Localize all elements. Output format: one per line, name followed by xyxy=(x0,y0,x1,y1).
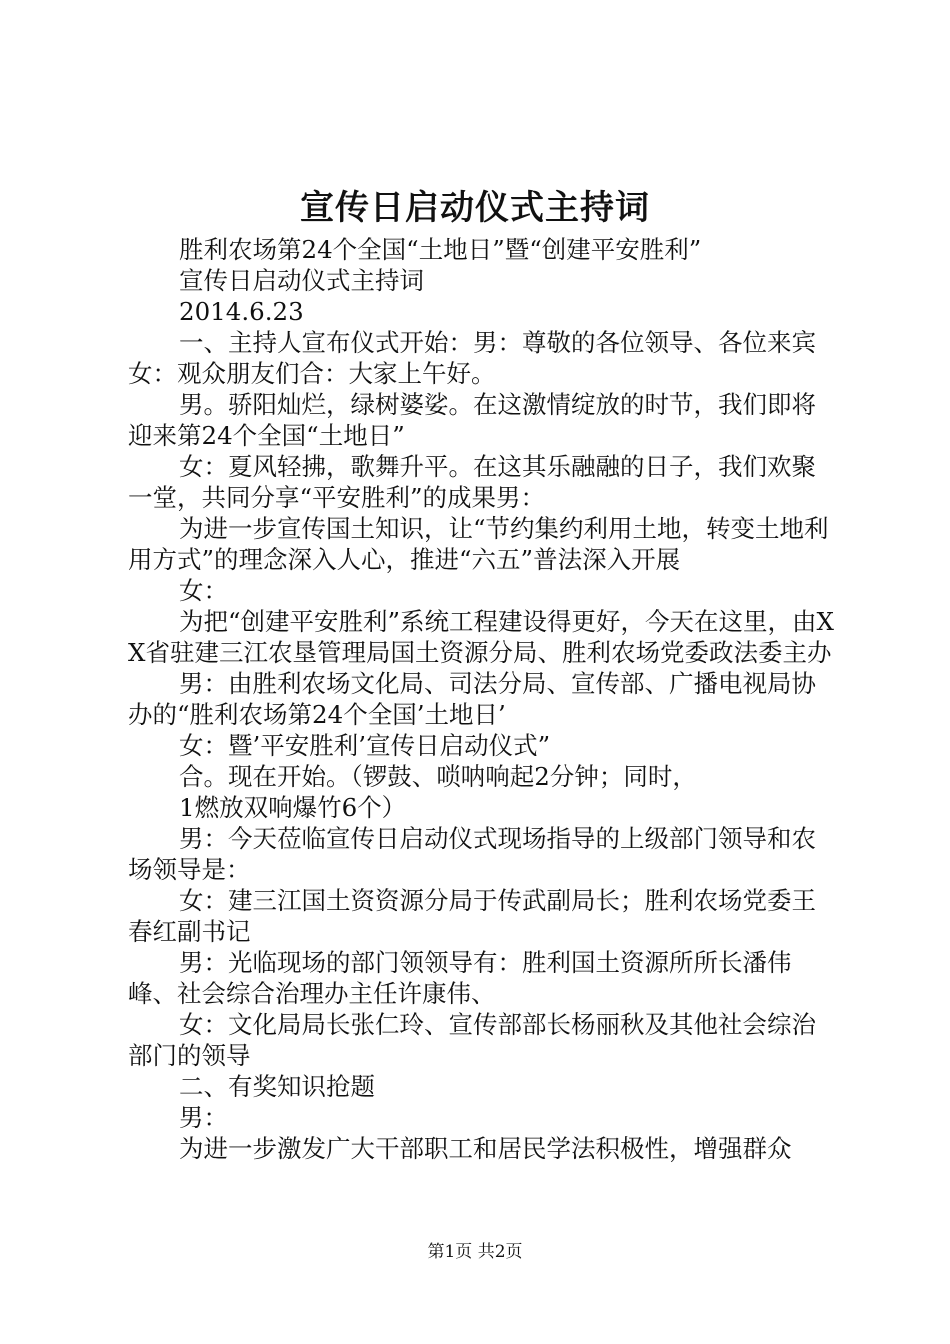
document-title: 宣传日启动仪式主持词 xyxy=(300,188,650,228)
paragraph: 一、主持人宣布仪式开始：男：尊敬的各位领导、各位来宾女：观众朋友们合：大家上午好。 xyxy=(128,328,816,388)
paragraph: 女：建三江国土资资源分局于传武副局长；胜利农场党委王春红副书记 xyxy=(128,886,816,946)
paragraph: 2014.6.23 xyxy=(179,297,304,326)
paragraph: 为进一步激发广大干部职工和居民学法积极性，增强群众 xyxy=(179,1134,792,1163)
paragraph: 男。骄阳灿烂，绿树婆娑。在这激情绽放的时节，我们即将迎来第24个全国“土地日” xyxy=(128,390,816,450)
paragraph: 宣传日启动仪式主持词 xyxy=(179,266,424,295)
paragraph: 合。现在开始。（锣鼓、唢呐响起2分钟；同时， xyxy=(179,762,697,791)
paragraph: 女： xyxy=(179,576,228,605)
paragraph: 女：暨’平安胜利’宣传日启动仪式” xyxy=(179,731,551,760)
paragraph: 胜利农场第24个全国“土地日”暨“创建平安胜利” xyxy=(179,235,702,264)
paragraph: 男：今天莅临宣传日启动仪式现场指导的上级部门领导和农场领导是： xyxy=(128,824,816,884)
paragraph: 为进一步宣传国土知识，让“节约集约利用土地，转变土地利用方式”的理念深入人心，推进“六五”普法深入开展 xyxy=(128,514,829,574)
paragraph: 女：文化局局长张仁玲、宣传部部长杨丽秋及其他社会综治部门的领导 xyxy=(128,1010,816,1070)
paragraph: 男： xyxy=(179,1103,228,1132)
paragraph: 男：光临现场的部门领领导有：胜利国土资源所所长潘伟峰、社会综合治理办主任许康伟、 xyxy=(128,948,792,1008)
paragraph: 男：由胜利农场文化局、司法分局、宣传部、广播电视局协办的“胜利农场第24个全国’土地日’ xyxy=(128,669,816,729)
document-body xyxy=(128,234,834,1164)
paragraph: 1燃放双响爆竹6个） xyxy=(179,793,407,822)
paragraph: 二、有奖知识抢题 xyxy=(179,1072,375,1101)
paragraph: 为把“创建平安胜利”系统工程建设得更好，今天在这里，由XX省驻建三江农垦管理局国土资源分局、胜利农场党委政法委主办 xyxy=(128,607,834,667)
paragraph: 女：夏风轻拂，歌舞升平。在这其乐融融的日子，我们欢聚一堂，共同分享“平安胜利”的成果男： xyxy=(128,452,816,512)
page-footer: 第1页 共2页 xyxy=(427,1242,523,1262)
